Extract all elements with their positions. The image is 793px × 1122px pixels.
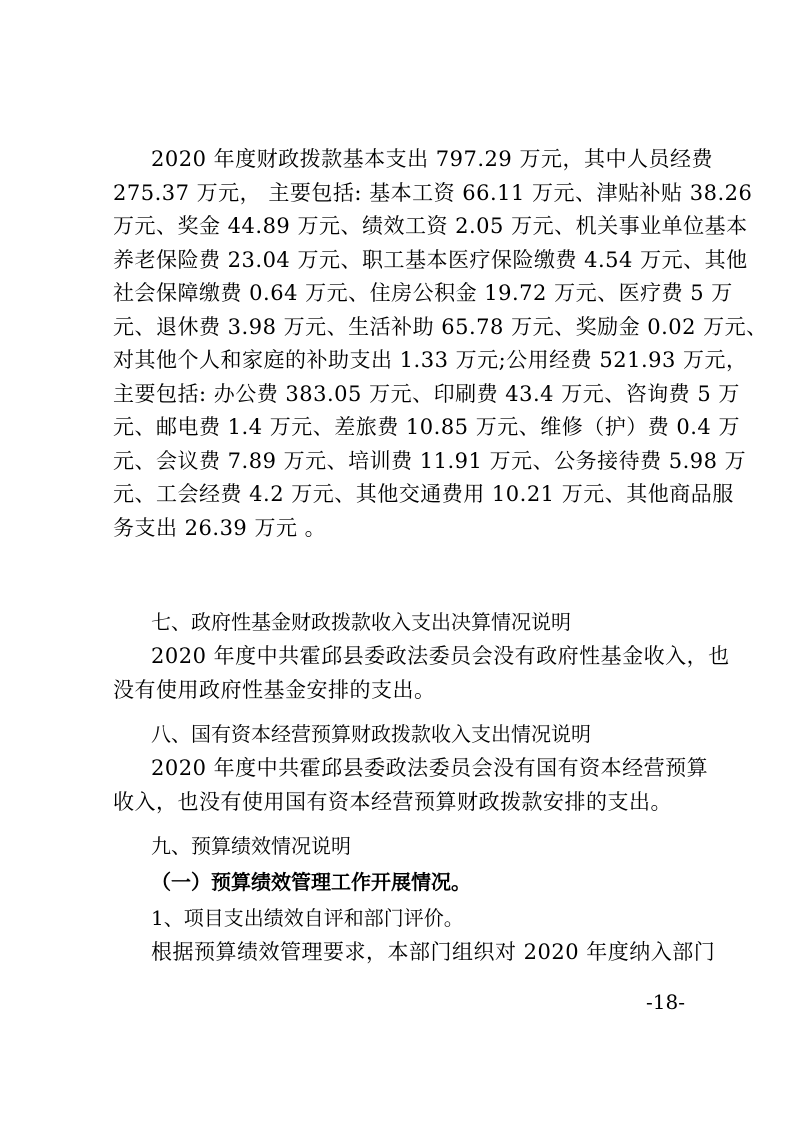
subheading-1: （一）预算绩效管理工作开展情况。 bbox=[151, 870, 471, 894]
text-line: 元、会议费 7.89 万元、培训费 11.91 万元、公务接待费 5.98 万 bbox=[113, 448, 747, 473]
section-9 bbox=[113, 828, 716, 970]
text-line: 2020 年度中共霍邱县委政法委员会没有政府性基金收入，也 bbox=[151, 644, 730, 668]
section-heading-9: 九、预算绩效情况说明 bbox=[151, 834, 351, 858]
text-line: 元、退休费 3.98 万元、生活补助 65.78 万元、奖励金 0.02 万元、 bbox=[113, 314, 768, 339]
text-line: 对其他个人和家庭的补助支出 1.33 万元;公用经费 521.93 万元， bbox=[113, 348, 748, 372]
text-line: 275.37 万元， 主要包括: 基本工资 66.11 万元、津贴补贴 38.26 bbox=[113, 180, 753, 205]
text-line: 根据预算绩效管理要求，本部门组织对 2020 年度纳入部门 bbox=[151, 940, 716, 964]
text-line: 务支出 26.39 万元 。 bbox=[113, 515, 327, 540]
section-heading-7: 七、政府性基金财政拨款收入支出决算情况说明 bbox=[151, 610, 571, 634]
text-line: 没有使用政府性基金安排的支出。 bbox=[113, 677, 436, 702]
list-item-1: 1、项目支出绩效自评和部门评价。 bbox=[151, 906, 464, 930]
text-line: 万元、奖金 44.89 万元、绩效工资 2.05 万元、机关事业单位基本 bbox=[113, 214, 748, 238]
text-line: 养老保险费 23.04 万元、职工基本医疗保险缴费 4.54 万元、其他 bbox=[113, 247, 748, 272]
text-line: 元、工会经费 4.2 万元、其他交通费用 10.21 万元、其他商品服 bbox=[113, 482, 734, 506]
section-8 bbox=[113, 716, 709, 819]
section-heading-8: 八、国有资本经营预算财政拨款收入支出情况说明 bbox=[151, 722, 591, 746]
page-number: -18- bbox=[646, 990, 685, 1014]
text-line: 2020 年度财政拨款基本支出 797.29 万元，其中人员经费 bbox=[151, 147, 713, 171]
text-line: 2020 年度中共霍邱县委政法委员会没有国有资本经营预算 bbox=[151, 756, 709, 780]
text-line: 收入，也没有使用国有资本经营预算财政拨款安排的支出。 bbox=[113, 789, 672, 814]
text-line: 元、邮电费 1.4 万元、差旅费 10.85 万元、维修（护）费 0.4 万 bbox=[113, 415, 740, 439]
text-line: 社会保障缴费 0.64 万元、住房公积金 19.72 万元、医疗费 5 万 bbox=[113, 281, 733, 305]
section-7 bbox=[113, 604, 730, 707]
paragraph-basic-expenditure bbox=[113, 143, 768, 545]
text-line: 主要包括: 办公费 383.05 万元、印刷费 43.4 万元、咨询费 5 万 bbox=[113, 381, 740, 406]
